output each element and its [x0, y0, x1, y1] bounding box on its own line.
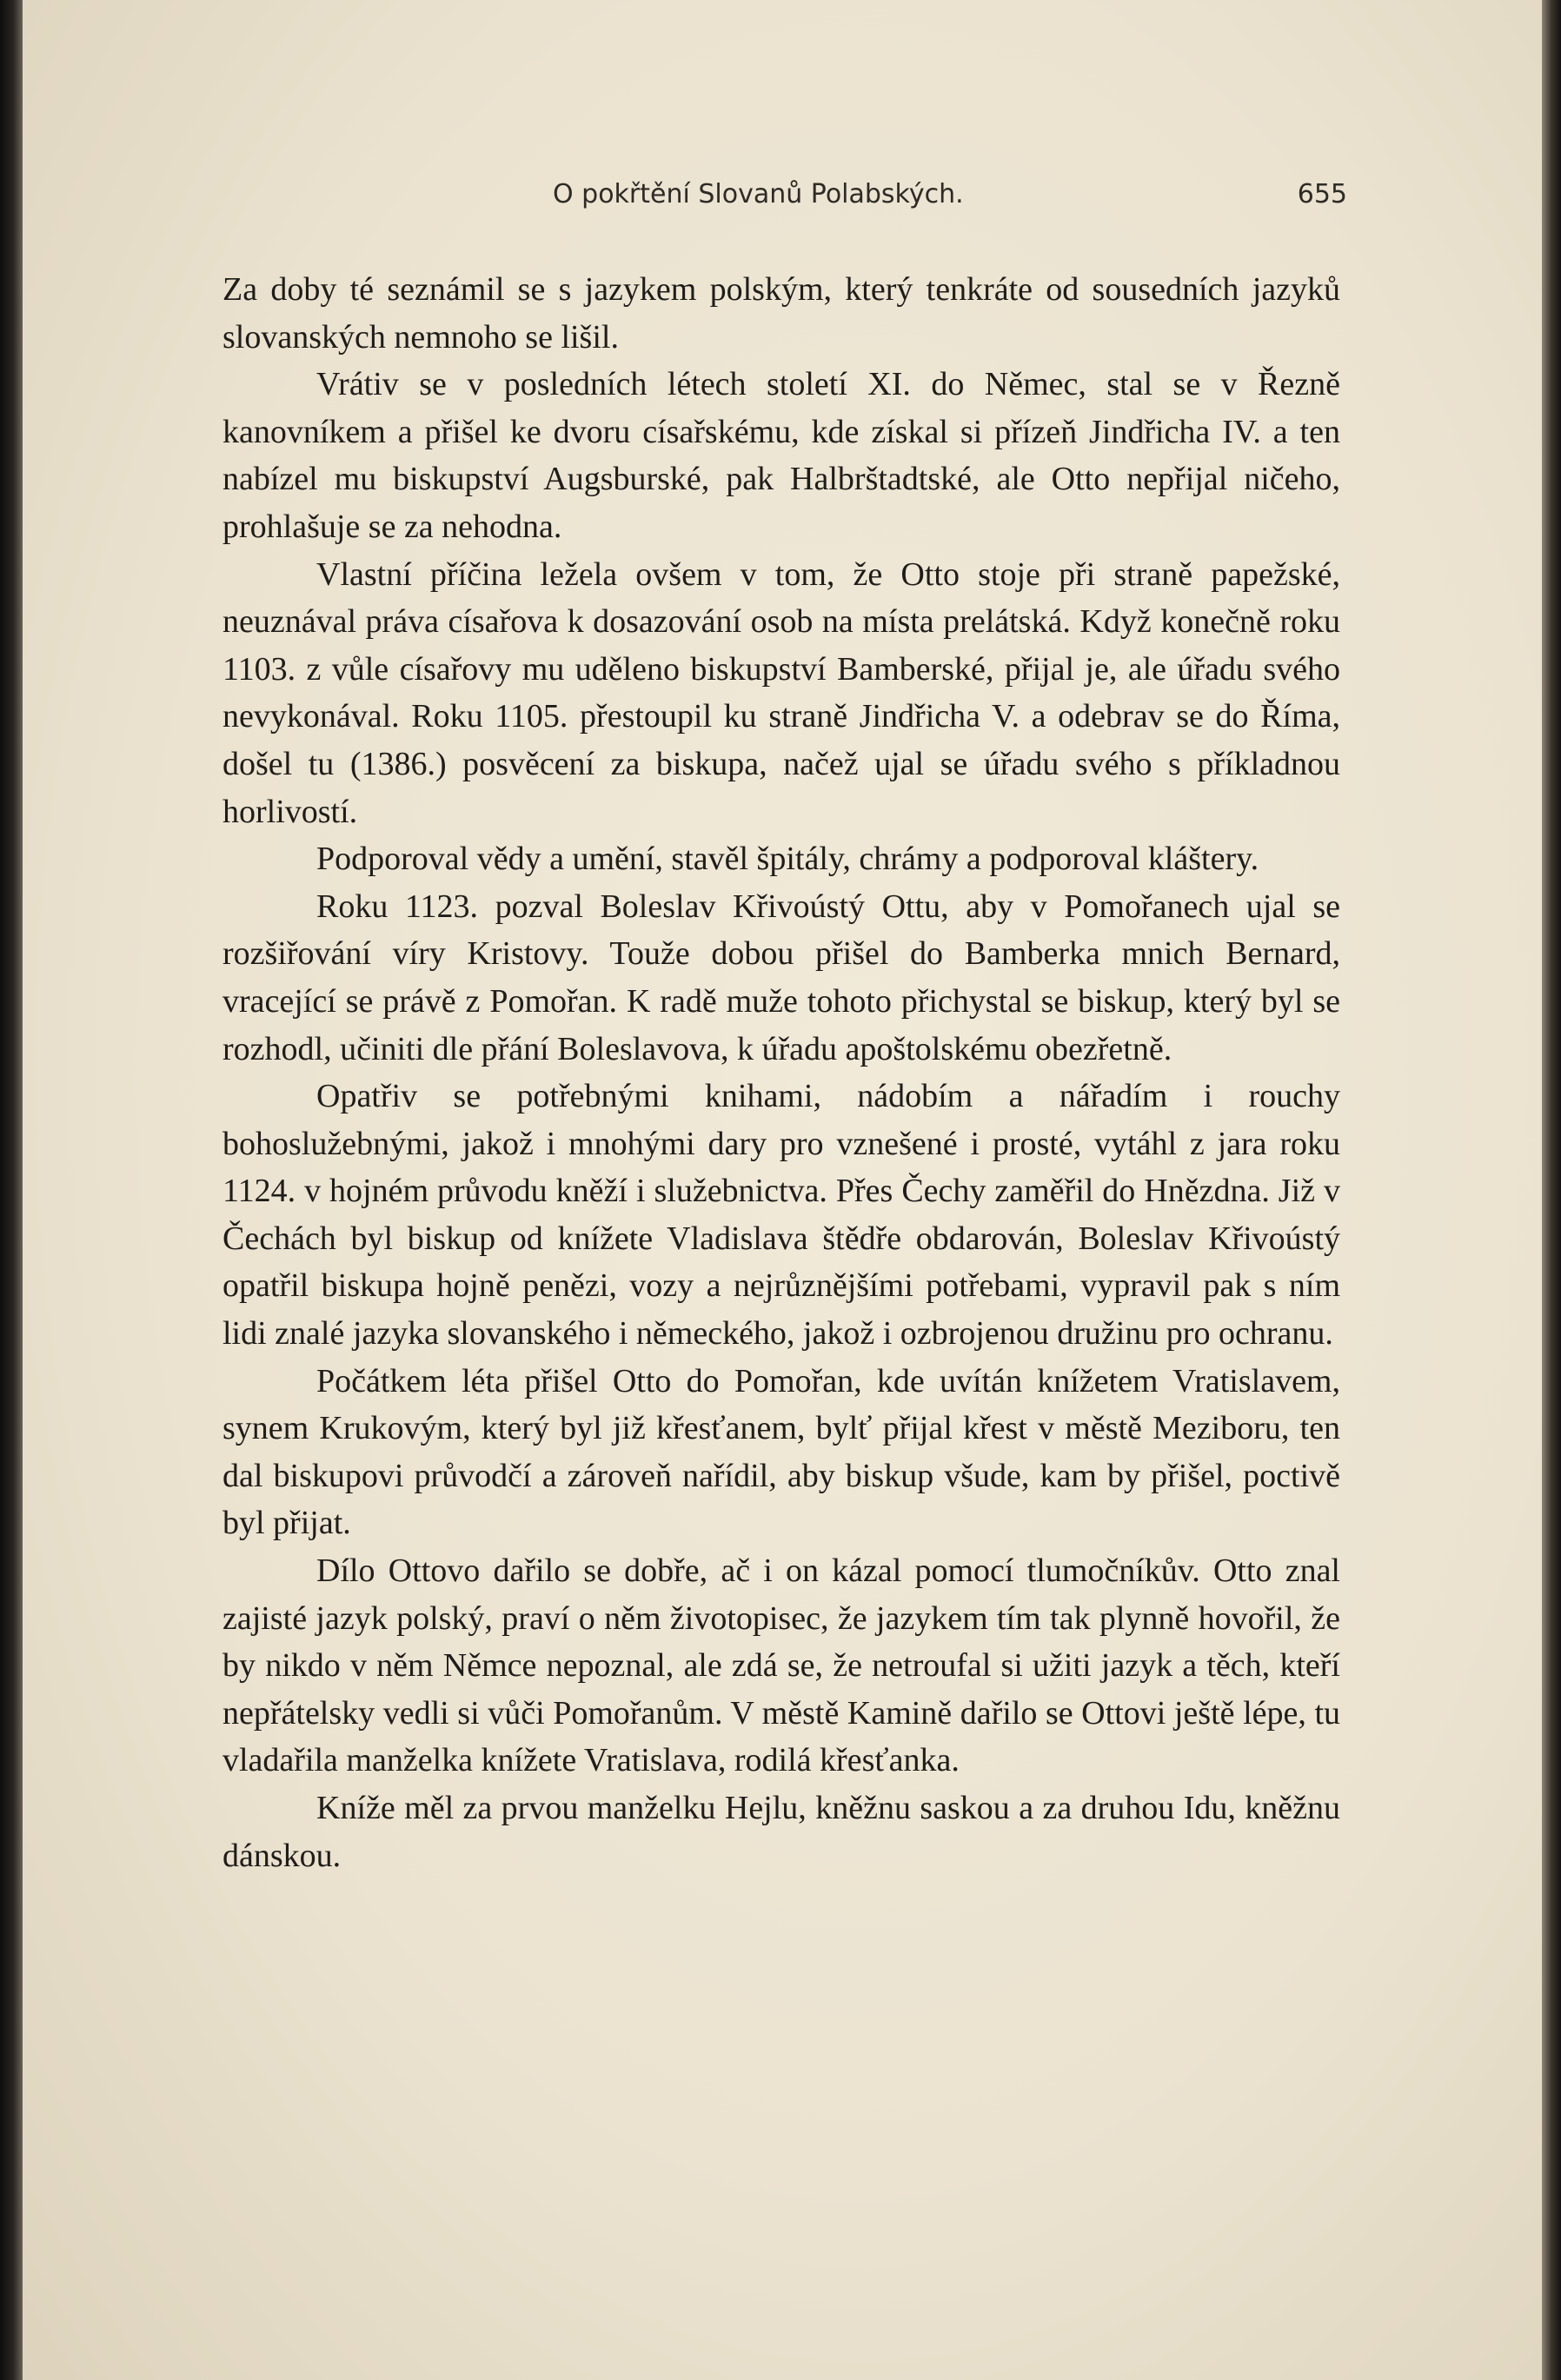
page-number: 655 [1297, 179, 1347, 209]
paragraph: Za doby té seznámil se s jazykem polským, který tenkráte od sousedních jazyků slovanských nemnoho se lišil. [223, 271, 1340, 356]
running-header [217, 179, 1347, 214]
paragraph: Roku 1123. pozval Boleslav Křivoústý Ottu, aby v Pomořanech ujal se rozšiřování víry Kristovy. Touže dobou přišel do Bamberka mnich Bernard, vracející se právě z Pomořan. K radě muže tohoto přichystal se biskup, který byl se rozhodl, učiniti dle přání Boleslavova, k úřadu apoštolskému obezřetně. [223, 888, 1340, 1067]
running-title: O pokřtění Slovanů Polabských. [553, 179, 964, 209]
paragraph: Podporoval vědy a umění, stavěl špitály, chrámy a podporoval kláštery. [316, 841, 1259, 878]
paragraph: Dílo Ottovo dařilo se dobře, ač i on kázal pomocí tlumočníkův. Otto znal zajisté jazyk polský, praví o něm životopisec, že jazykem tím tak plynně hovořil, že by nikdo v něm Němce nepoznal, ale zdá se, že netroufal si užiti jazyk a těch, kteří nepřátelsky vedli si vůči Pomořanům. V městě Kamině dařilo se Ottovi ještě lépe, tu vladařila manželka knížete Vratislava, rodilá křesťanka. [223, 1552, 1340, 1779]
book-binding-left [0, 0, 23, 2380]
paragraph: Vrátiv se v posledních létech století XI. do Němec, stal se v Řezně kanovníkem a přišel ke dvoru císařskému, kde získal si přízeň Jindřicha IV. a ten nabízel mu biskupství Augsburské, pak Halbrštadtské, ale Otto nepřijal ničeho, prohlašuje se za nehodna. [223, 366, 1340, 545]
paragraph: Kníže měl za prvou manželku Hejlu, kněžnu saskou a za druhou Idu, kněžnu dánskou. [223, 1790, 1340, 1874]
paragraph: Vlastní příčina ležela ovšem v tom, že Otto stoje při straně papežské, neuznával práva císařova k dosazování osob na místa prelátská. Když konečně roku 1103. z vůle císařovy mu uděleno biskupství Bamberské, přijal je, ale úřadu svého nevykonával. Roku 1105. přestoupil ku straně Jindřicha V. a odebrav se do Říma, došel tu (1386.) posvěcení za biskupa, načež ujal se úřadu svého s příkladnou horlivostí. [223, 555, 1340, 830]
paragraph: Opatřiv se potřebnými knihami, nádobím a nářadím i rouchy bohoslužebnými, jakož i mnohými dary pro vznešené i prosté, vytáhl z jara roku 1124. v hojném průvodu kněží i služebnictva. Přes Čechy zaměřil do Hnězdna. Již v Čechách byl biskup od knížete Vladislava štědře obdarován, Boleslav Křivoústý opatřil biskupa hojně penězi, vozy a nejrůznějšími potřebami, vypravil pak s ním lidi znalé jazyka slovanského i německého, jakož i ozbrojenou družinu pro ochranu. [223, 1078, 1340, 1353]
body-text [223, 266, 1340, 1879]
paragraph: Počátkem léta přišel Otto do Pomořan, kde uvítán knížetem Vratislavem, synem Krukovým, který byl již křesťanem, bylť přijal křest v městě Meziboru, ten dal biskupovi průvodčí a zároveň nařídil, aby biskup všude, kam by přišel, poctivě byl přijat. [223, 1362, 1340, 1542]
book-binding-right [1542, 0, 1561, 2380]
